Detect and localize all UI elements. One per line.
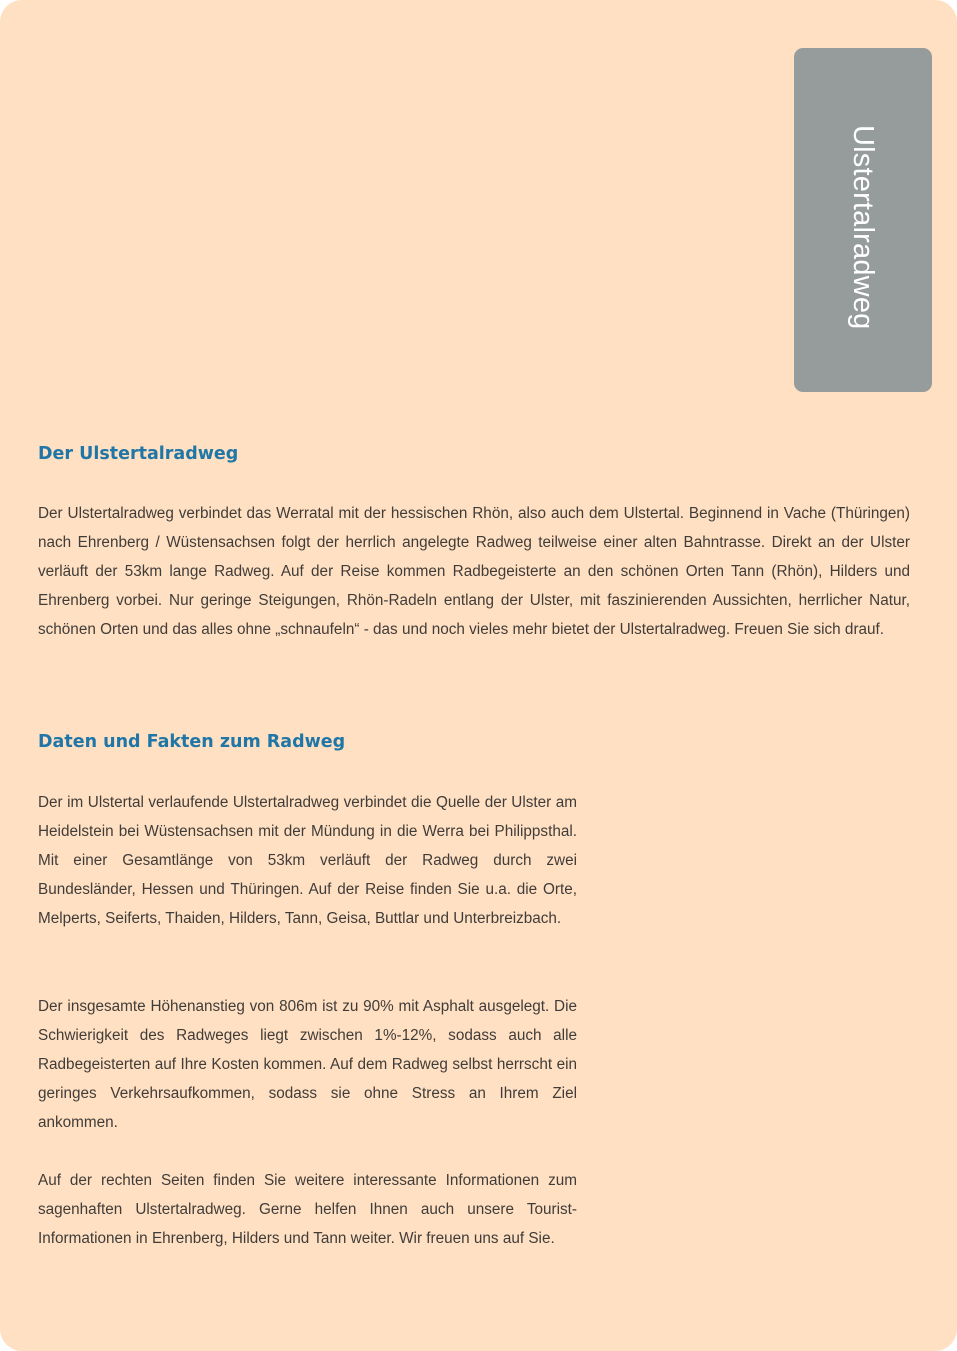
intro-heading: Der Ulstertalradweg [38, 444, 239, 464]
intro-paragraph: Der Ulstertalradweg verbindet das Werratal mit der hessischen Rhön, also auch dem Ulstertal. Beginnend in Vache (Thüringen) nach Ehrenberg / Wüstensachsen folgt der herrlich angelegte Radweg teilweise einer alten Bahntrasse. Direkt an der Ulster verläuft der 53km lange Radweg. Auf der Reise kommen Radbegeisterte an den schönen Orten Tann (Rhön), Hilders und Ehrenberg vorbei. Nur geringe Steigungen, Rhön-Radeln entlang der Ulster, mit faszinierenden Aussichten, herrlicher Natur, schönen Orten und das alles ohne „schnaufeln“ - das und noch vieles mehr bietet der Ulstertalradweg. Freuen Sie sich drauf. [38, 505, 910, 638]
side-tab [794, 48, 932, 392]
facts-paragraph-terrain: Der insgesamte Höhenanstieg von 806m ist zu 90% mit Asphalt ausgelegt. Die Schwierigkeit des Radweges liegt zwischen 1%-12%, sodass auch alle Radbegeisterten auf Ihre Kosten kommen. Auf dem Radweg selbst herrscht ein geringes Verkehrsaufkommen, sodass sie ohne Stress an Ihrem Ziel ankommen. [38, 998, 577, 1131]
facts-paragraph-route: Der im Ulstertal verlaufende Ulstertalradweg verbindet die Quelle der Ulster am Heidelstein bei Wüstensachsen mit der Mündung in die Werra bei Philippsthal. Mit einer Gesamtlänge von 53km verläuft der Radweg durch zwei Bundesländer, Hessen und Thüringen. Auf der Reise finden Sie u.a. die Orte, Melperts, Seiferts, Thaiden, Hilders, Tann, Geisa, Buttlar und Unterbreizbach. [38, 794, 577, 927]
side-tab-label: Ulstertalradweg [847, 125, 879, 330]
facts-heading: Daten und Fakten zum Radweg [38, 732, 346, 752]
facts-paragraph-info: Auf der rechten Seiten finden Sie weitere interessante Informationen zum sagenhaften Ulstertalradweg. Gerne helfen Ihnen auch unsere Tourist-Informationen in Ehrenberg, Hilders und Tann weiter. Wir freuen uns auf Sie. [38, 1172, 577, 1247]
